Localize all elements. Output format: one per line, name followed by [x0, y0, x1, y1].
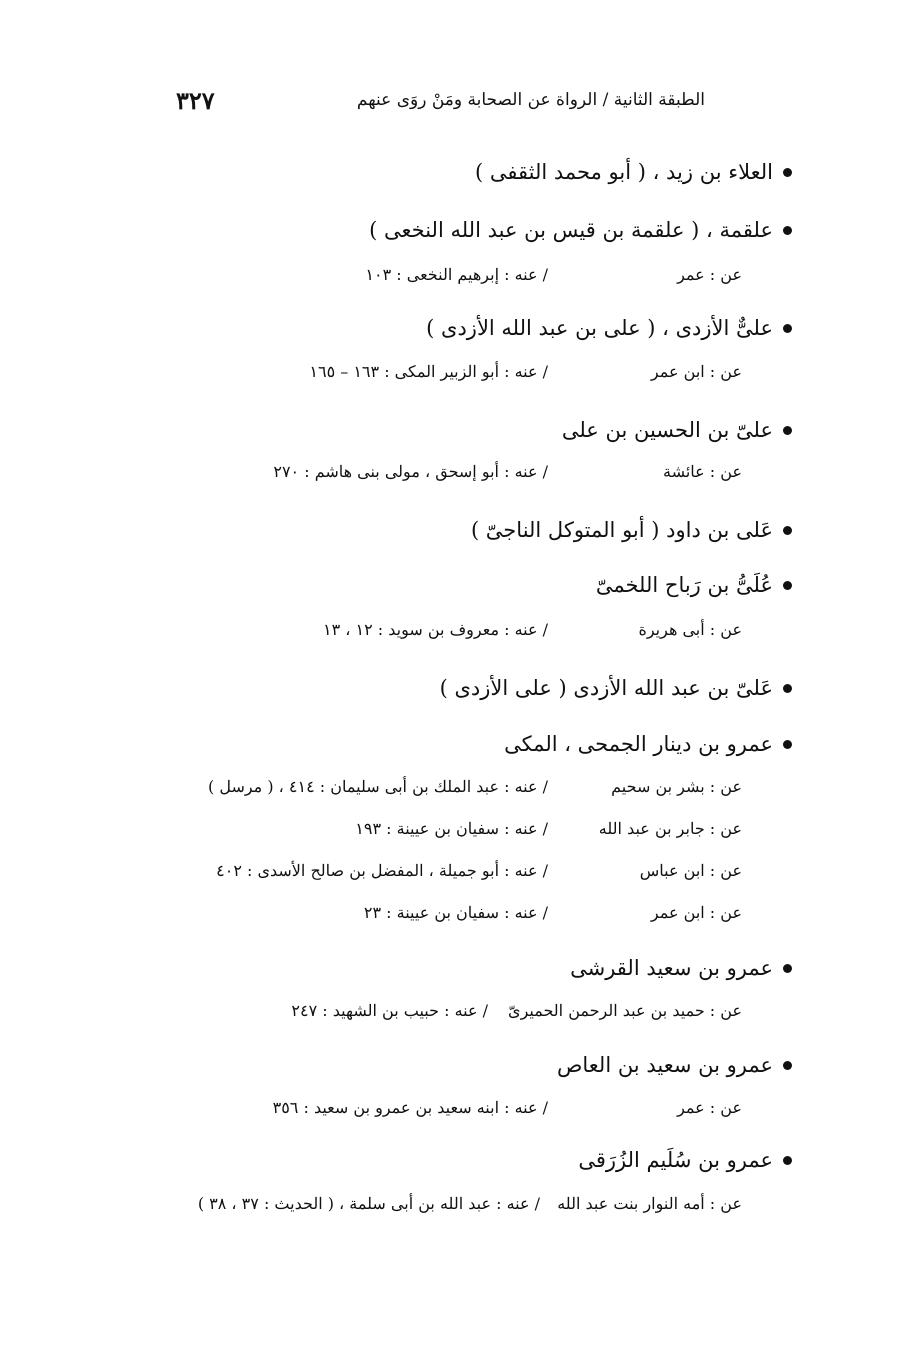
entry-name: [570, 956, 792, 980]
narrator-name: علقمة ، ( علقمة بن قيس بن عبد الله النخعى ): [369, 218, 773, 242]
to-narrator: / عنه : حبيب بن الشهيد : ٢٤٧: [291, 1001, 488, 1020]
narrator-name: عمرو بن سعيد بن العاص: [557, 1053, 773, 1077]
from-narrator: عن : ابن عمر: [650, 362, 742, 381]
entry-name: [557, 1053, 792, 1077]
from-narrator: عن : ابن عمر: [650, 903, 742, 922]
from-narrator: عن : بشر بن سحيم: [611, 777, 742, 796]
narrator-name: عَلىّ بن عبد الله الأزدى ( على الأزدى ): [439, 676, 773, 700]
narrator-name: علىٌّ الأزدى ، ( على بن عبد الله الأزدى ): [426, 316, 773, 340]
from-narrator: عن : عمر: [677, 1098, 742, 1117]
bullet-icon: [783, 168, 792, 177]
bullet-icon: [783, 684, 792, 693]
to-narrator: / عنه : أبو الزبير المكى : ١٦٣ – ١٦٥: [309, 362, 548, 381]
to-narrator: / عنه : معروف بن سويد : ١٢ ، ١٣: [322, 620, 548, 639]
from-narrator: عن : أبى هريرة: [638, 620, 742, 639]
bullet-icon: [783, 740, 792, 749]
bullet-icon: [783, 581, 792, 590]
to-narrator: / عنه : أبو جميلة ، المفضل بن صالح الأسدى : ٤٠٢: [216, 861, 548, 880]
bullet-icon: [783, 324, 792, 333]
from-narrator: عن : حميد بن عبد الرحمن الحميرىّ: [508, 1001, 742, 1020]
to-narrator: / عنه : ابنه سعيد بن عمرو بن سعيد : ٣٥٦: [272, 1098, 548, 1117]
running-head: الطبقة الثانية / الرواة عن الصحابة ومَنْ روَى عنهم: [356, 90, 705, 110]
narrator-name: عمرو بن سُلَيم الزُرَقى: [578, 1148, 773, 1172]
from-narrator: عن : جابر بن عبد الله: [598, 819, 742, 838]
bullet-icon: [783, 1156, 792, 1165]
entry-name: [475, 160, 792, 184]
to-narrator: / عنه : سفيان بن عيينة : ٢٣: [363, 903, 548, 922]
to-narrator: / عنه : سفيان بن عيينة : ١٩٣: [355, 819, 548, 838]
bullet-icon: [783, 526, 792, 535]
entry-name: [578, 1148, 792, 1172]
from-narrator: عن : ابن عباس: [639, 861, 742, 880]
entry-name: [369, 218, 792, 242]
narrator-name: العلاء بن زيد ، ( أبو محمد الثقفى ): [475, 160, 773, 184]
entry-name: [426, 316, 792, 340]
from-narrator: عن : عائشة: [662, 462, 742, 481]
to-narrator: / عنه : عبد الله بن أبى سلمة ، ( الحديث : ٣٧ ، ٣٨ ): [197, 1194, 540, 1213]
from-narrator: عن : أمه النوار بنت عبد الله: [557, 1194, 742, 1213]
narrator-name: عمرو بن سعيد القرشى: [570, 956, 773, 980]
entry-name: [471, 518, 792, 542]
from-narrator: عن : عمر: [677, 265, 742, 284]
bullet-icon: [783, 964, 792, 973]
bullet-icon: [783, 1061, 792, 1070]
entry-name: [596, 573, 792, 597]
narrator-name: عمرو بن دينار الجمحى ، المكى: [504, 732, 773, 756]
narrator-name: علىّ بن الحسين بن على: [561, 418, 773, 442]
page-number: ٣٢٧: [176, 86, 215, 115]
to-narrator: / عنه : إبرهيم النخعى : ١٠٣: [365, 265, 548, 284]
bullet-icon: [783, 426, 792, 435]
bullet-icon: [783, 226, 792, 235]
to-narrator: / عنه : عبد الملك بن أبى سليمان : ٤١٤ ، ( مرسل ): [208, 777, 548, 796]
to-narrator: / عنه : أبو إسحق ، مولى بنى هاشم : ٢٧٠: [273, 462, 548, 481]
entry-name: [440, 676, 792, 700]
narrator-name: عُلَىُّ بن رَباح اللخمىّ: [595, 573, 773, 597]
entry-name: [504, 732, 792, 756]
entry-name: [562, 418, 792, 442]
narrator-name: عَلى بن داود ( أبو المتوكل الناجىّ ): [470, 518, 773, 542]
